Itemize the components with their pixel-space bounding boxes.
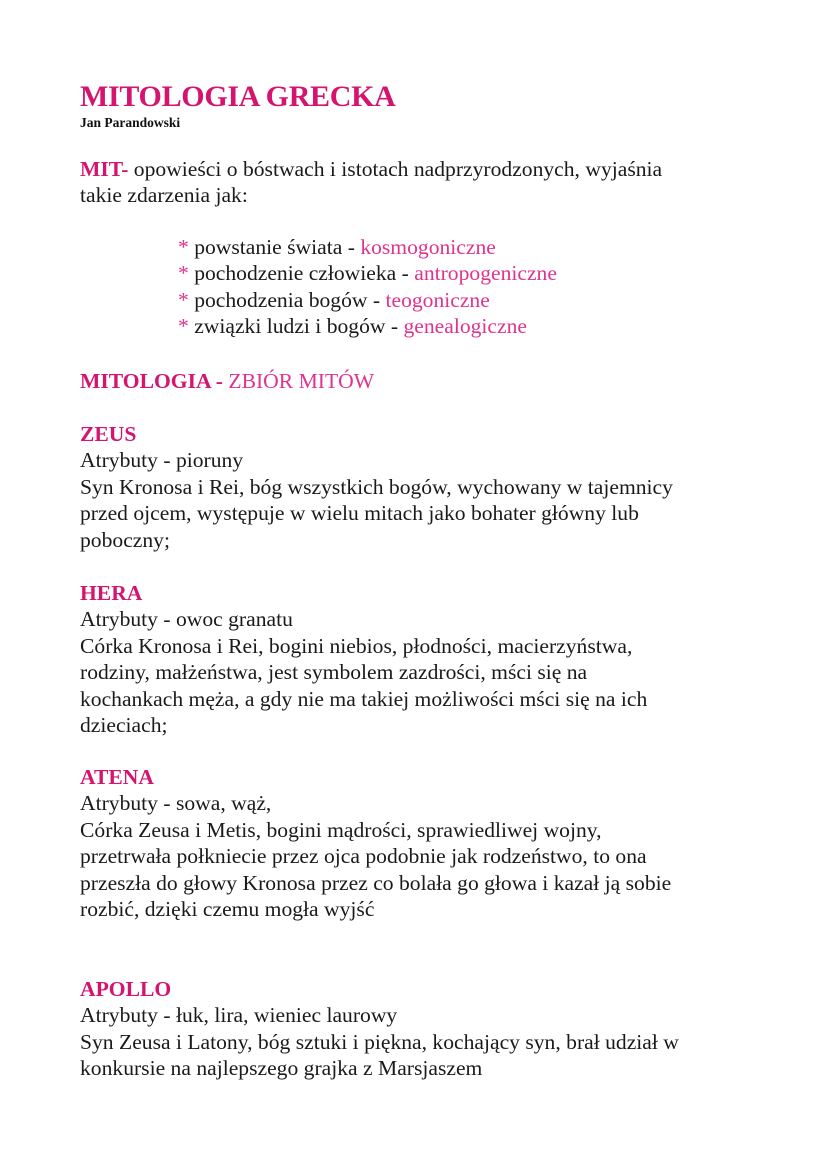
list-item	[178, 260, 557, 286]
asterisk-icon: *	[178, 314, 189, 339]
god-line: Atrybuty - pioruny	[80, 448, 244, 473]
list-item-term: teogoniczne	[385, 287, 490, 312]
god-section-hera	[80, 580, 647, 738]
god-line: Syn Zeusa i Latony, bóg sztuki i piękna, kochający syn, brał udział w	[80, 1029, 679, 1054]
mythology-term: MITOLOGIA -	[80, 369, 223, 393]
god-section-apollo	[80, 976, 679, 1082]
god-line: Atrybuty - łuk, lira, wieniec laurowy	[80, 1003, 398, 1028]
definition-term: MIT-	[80, 157, 129, 181]
god-name: HERA	[80, 581, 143, 605]
asterisk-icon: *	[178, 261, 189, 286]
god-section-atena	[80, 764, 671, 922]
list-item-term: antropogeniczne	[414, 261, 557, 286]
god-line: Córka Zeusa i Metis, bogini mądrości, sprawiedliwej wojny,	[80, 817, 602, 842]
god-name: APOLLO	[80, 977, 172, 1001]
god-line: przed ojcem, występuje w wielu mitach jako bohater główny lub	[80, 501, 639, 526]
asterisk-icon: *	[178, 235, 189, 259]
bullet-list	[178, 234, 557, 340]
god-line: Syn Kronosa i Rei, bóg wszystkich bogów, wychowany w tajemnicy	[80, 474, 673, 499]
god-name: ATENA	[80, 765, 154, 789]
god-line: Atrybuty - sowa, wąż,	[80, 791, 272, 816]
god-line: konkursie na najlepszego grajka z Marsjaszem	[80, 1056, 483, 1081]
god-line: poboczny;	[80, 527, 170, 552]
god-line: Córka Kronosa i Rei, bogini niebios, płodności, macierzyństwa,	[80, 633, 633, 658]
list-item-term: kosmogoniczne	[360, 235, 496, 259]
asterisk-icon: *	[178, 287, 189, 312]
god-name: ZEUS	[80, 422, 137, 446]
mythology-definition: ZBIÓR MITÓW	[222, 369, 375, 393]
god-line: rozbić, dzięki czemu mogła wyjść	[80, 897, 375, 922]
definition-text-2: takie zdarzenia jak:	[80, 183, 248, 208]
mythology-heading	[80, 368, 374, 394]
god-line: dzieciach;	[80, 713, 168, 738]
list-item-text: pochodzenia bogów -	[188, 287, 386, 312]
god-section-zeus	[80, 421, 673, 553]
god-line: przetrwała połkniecie przez ojca podobnie jak rodzeństwo, to ona	[80, 844, 647, 869]
list-item-text: związki ludzi i bogów -	[188, 314, 404, 339]
list-item-text: pochodzenie człowieka -	[188, 261, 415, 286]
definition-text: opowieści o bóstwach i istotach nadprzyrodzonych, wyjaśnia	[128, 157, 663, 181]
god-line: przeszła do głowy Kronosa przez co bolała go głowa i kazał ją sobie	[80, 870, 672, 895]
list-item-term: genealogiczne	[403, 314, 527, 339]
definition-paragraph	[80, 156, 662, 209]
list-item	[178, 287, 557, 313]
document-title: MITOLOGIA GRECKA	[80, 80, 396, 113]
list-item	[178, 234, 557, 260]
god-line: Atrybuty - owoc granatu	[80, 607, 293, 632]
author: Jan Parandowski	[80, 115, 181, 130]
list-item-text: powstanie świata -	[188, 235, 361, 259]
god-line: kochankach męża, a gdy nie ma takiej możliwości mści się na ich	[80, 686, 648, 711]
god-line: rodziny, małżeństwa, jest symbolem zazdrości, mści się na	[80, 660, 588, 685]
list-item	[178, 313, 557, 339]
